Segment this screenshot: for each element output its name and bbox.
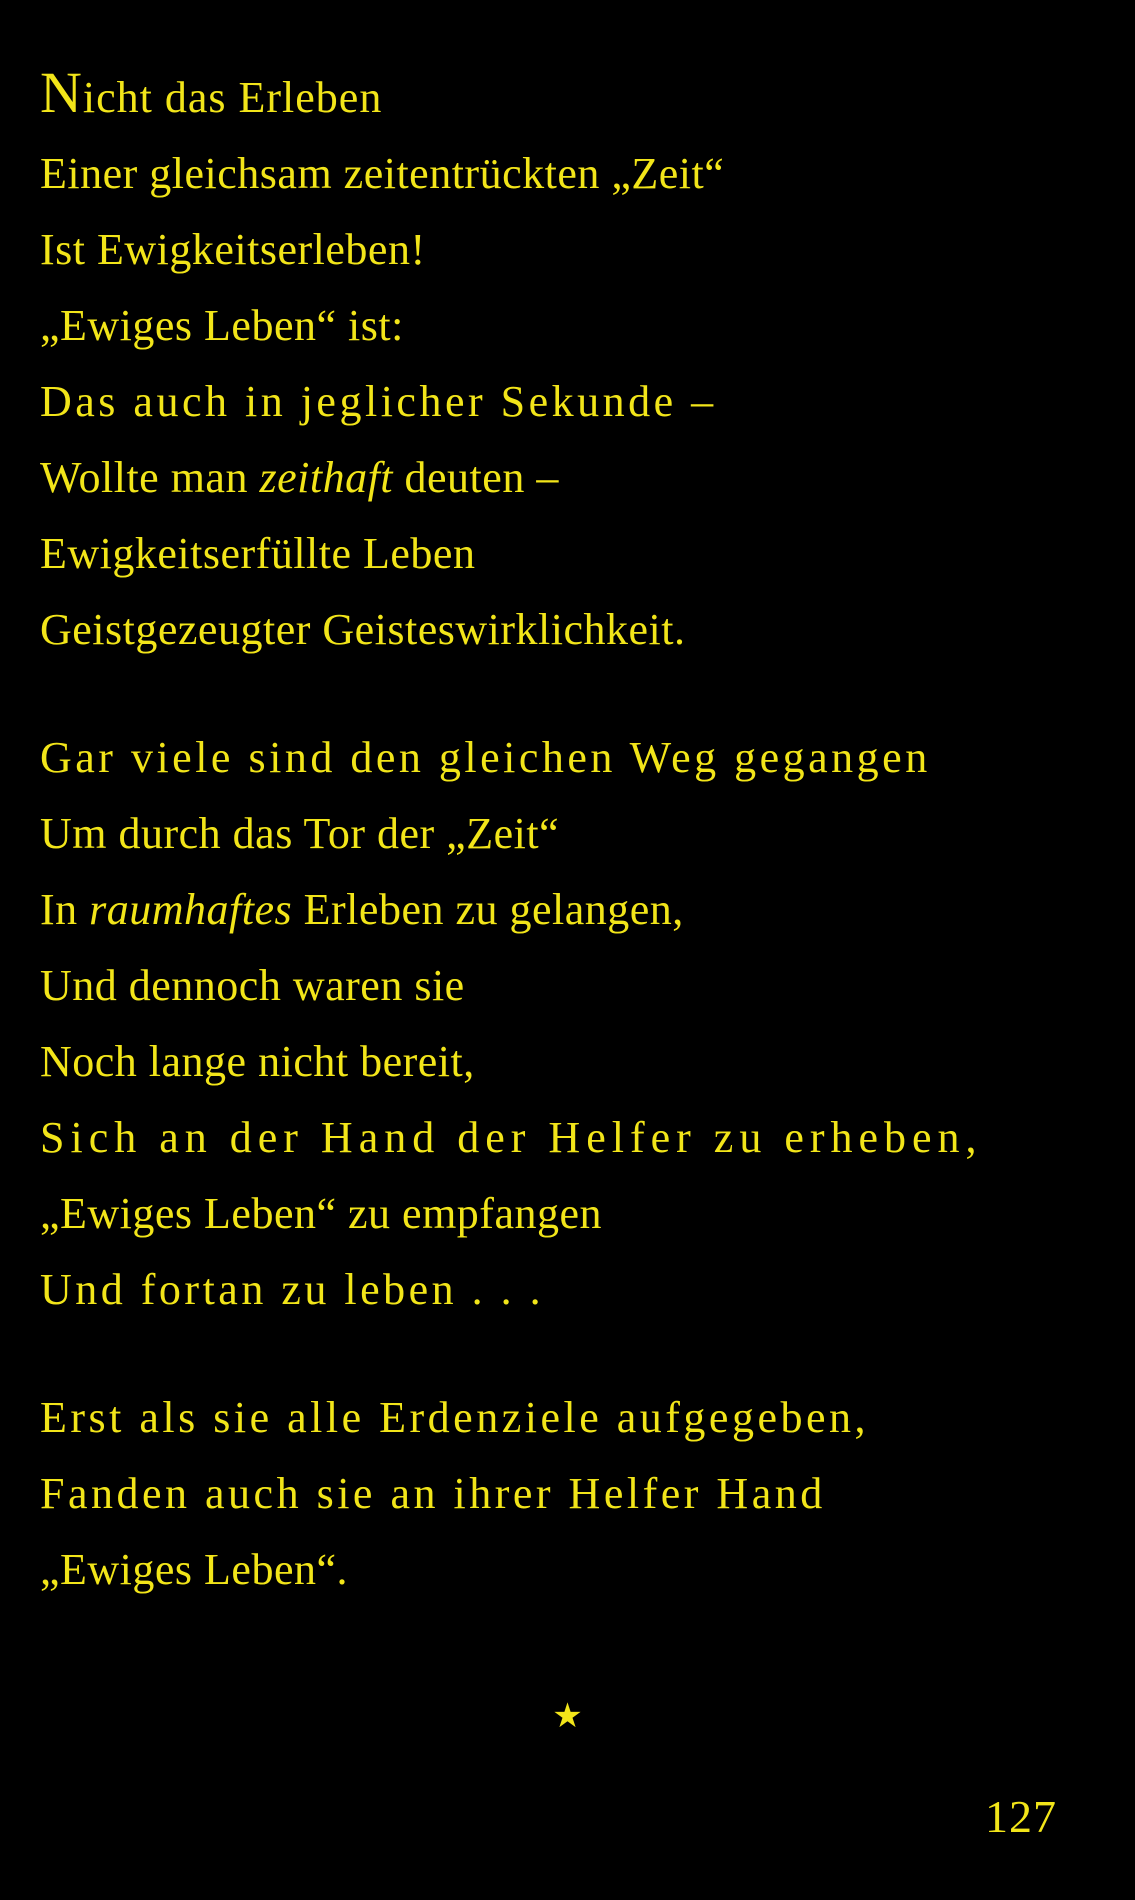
poem-line: Sich an der Hand der Helfer zu erheben, [40, 1113, 983, 1162]
poem-line [40, 60, 1070, 136]
poem-line: Erst als sie alle Erdenziele aufgegeben, [40, 1393, 870, 1442]
poem-line: Das auch in jeglicher Sekunde – [40, 377, 717, 426]
stanza-2 [40, 720, 1070, 1328]
poem-line: Gar viele sind den gleichen Weg gegangen [40, 733, 931, 782]
poem-line: Und fortan zu leben . . . [40, 1265, 545, 1314]
poem-line-emphasis: raumhaftes [89, 885, 293, 934]
poem-line: Ist Ewigkeitserleben! [40, 225, 426, 274]
poem-line: „Ewiges Leben“ ist: [40, 301, 404, 350]
poem-line-text: Erleben zu gelangen, [292, 885, 684, 934]
poem-line-emphasis: zeithaft [259, 453, 394, 502]
poem-line: Einer gleichsam zeitentrückten „Zeit“ [40, 149, 725, 198]
poem-line: „Ewiges Leben“ zu empfangen [40, 1189, 603, 1238]
stanza-3 [40, 1380, 1070, 1608]
poem-line: Geistgezeugter Geisteswirklichkeit. [40, 605, 686, 654]
ornament-star: ★ [552, 1698, 583, 1735]
poem-line [40, 872, 1070, 948]
poem-line: Fanden auch sie an ihrer Helfer Hand [40, 1469, 826, 1518]
drop-cap: N [40, 60, 83, 125]
poem-line-text: Wollte man [40, 453, 260, 502]
stanza-1 [40, 60, 1070, 668]
poem-line: Um durch das Tor der „Zeit“ [40, 809, 560, 858]
page-number: 127 [985, 1791, 1057, 1842]
poem-line: Ewigkeitserfüllte Leben [40, 529, 476, 578]
poem-line-text: deuten – [393, 453, 559, 502]
poem-body [40, 60, 1070, 1660]
poem-line-text: icht das Erleben [82, 73, 383, 122]
poem-line: Und dennoch waren sie [40, 961, 465, 1010]
poem-line-text: In [40, 885, 90, 934]
poem-line [40, 440, 1070, 516]
poem-line: Noch lange nicht bereit, [40, 1037, 475, 1086]
poem-line: „Ewiges Leben“. [40, 1545, 349, 1594]
